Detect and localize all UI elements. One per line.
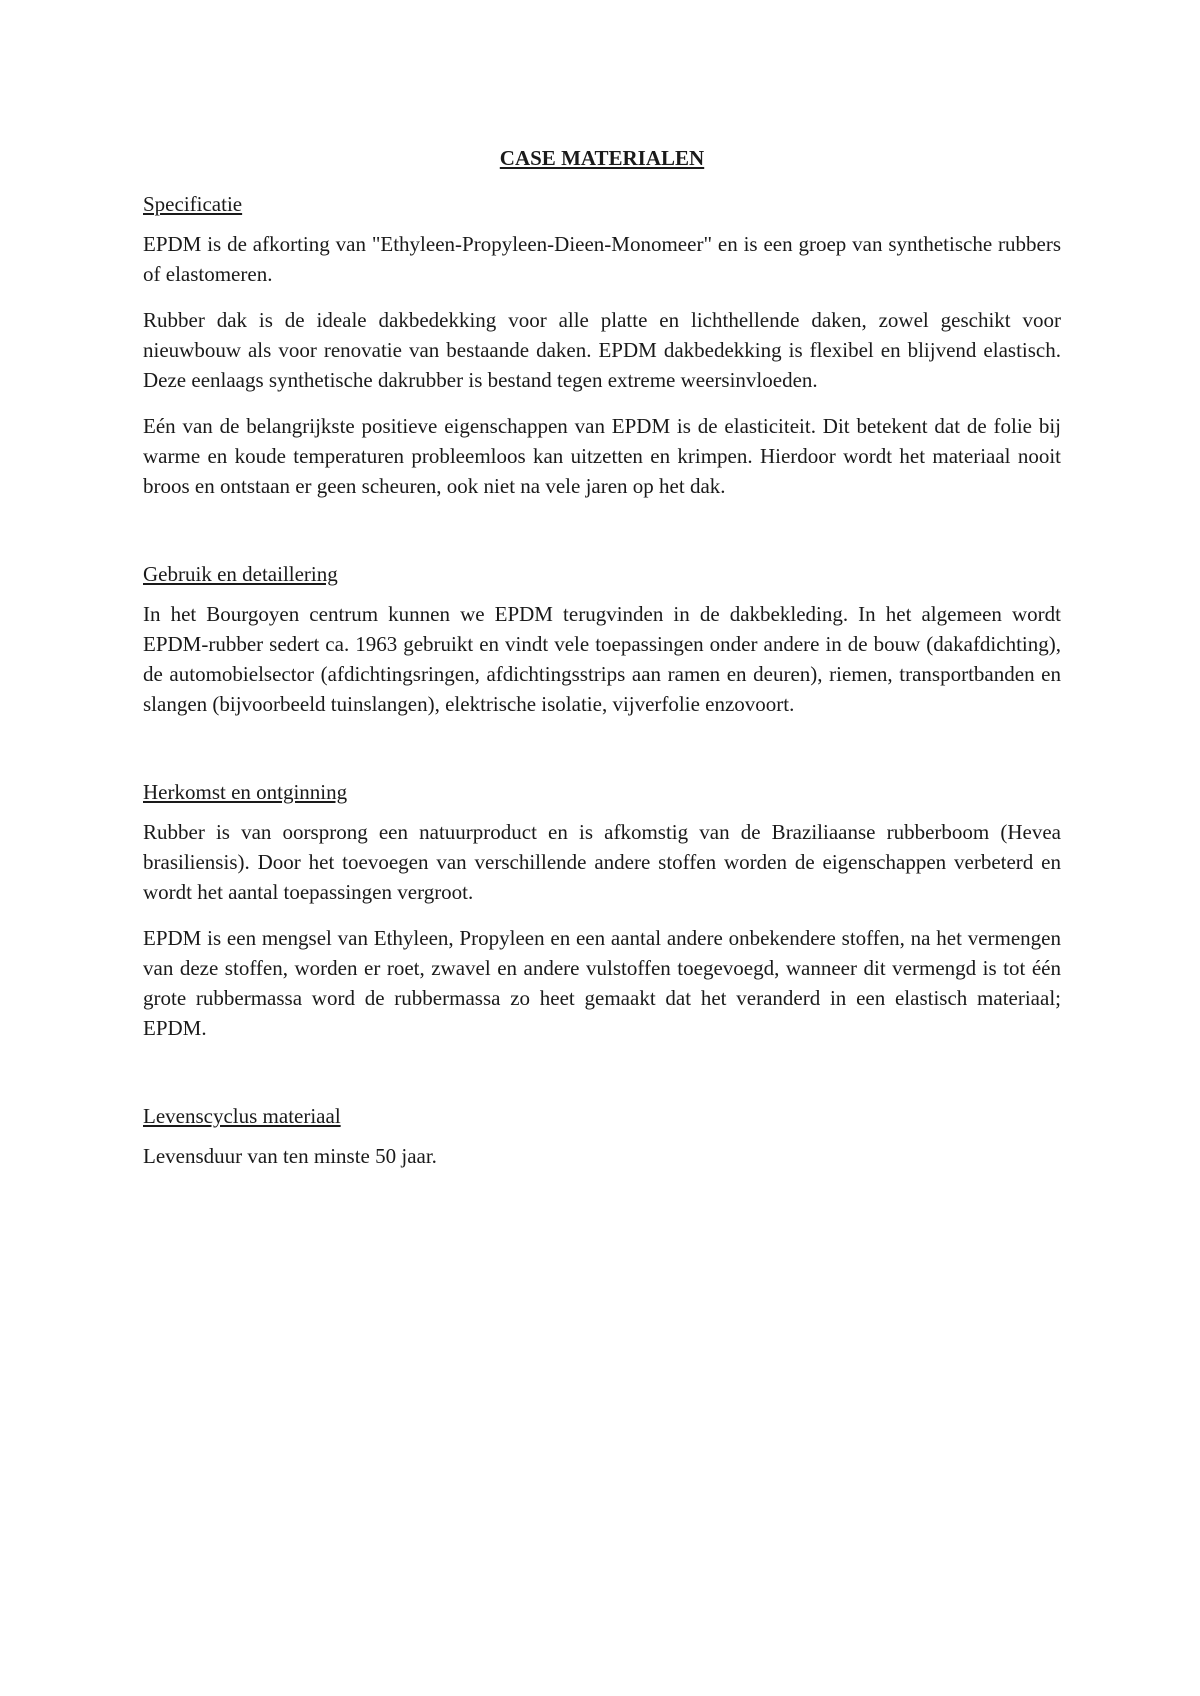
paragraph: Rubber dak is de ideale dakbedekking voor alle platte en lichthellende daken, zowel geschikt voor nieuwbouw als voor renovatie van bestaande daken. EPDM dakbedekking is flexibel en blijvend elastisch. Deze eenlaags synthetische dakrubber is bestand tegen extreme weersinvloeden. (143, 308, 1061, 392)
section-heading: Levenscyclus materiaal (143, 1104, 341, 1128)
section-heading: Herkomst en ontginning (143, 780, 348, 804)
paragraph: EPDM is een mengsel van Ethyleen, Propyleen en een aantal andere onbekendere stoffen, na het vermengen van deze stoffen, worden er roet, zwavel en andere vulstoffen toegevoegd, wanneer dit vermengd is tot één grote rubbermassa word de rubbermassa zo heet gemaakt dat het veranderd in een elastisch materiaal; EPDM. (143, 926, 1061, 1040)
section-levenscyclus-materiaal (143, 1101, 1061, 1171)
section-herkomst-en-ontginning (143, 777, 1061, 1043)
section-heading: Gebruik en detaillering (143, 562, 338, 586)
paragraph: Rubber is van oorsprong een natuurproduct en is afkomstig van de Braziliaanse rubberboom (Hevea brasiliensis). Door het toevoegen van verschillende andere stoffen worden de eigenschappen verbeterd en wordt het aantal toepassingen vergroot. (143, 820, 1061, 904)
document-page (143, 143, 1061, 1229)
document-title: CASE MATERIALEN (499, 146, 705, 170)
paragraph: In het Bourgoyen centrum kunnen we EPDM terugvinden in de dakbekleding. In het algemeen wordt EPDM-rubber sedert ca. 1963 gebruikt en vindt vele toepassingen onder andere in de bouw (dakafdichting), de automobielsector (afdichtingsringen, afdichtingsstrips aan ramen en deuren), riemen, transportbanden en slangen (bijvoorbeeld tuinslangen), elektrische isolatie, vijverfolie enzovoort. (143, 602, 1061, 716)
section-gebruik-en-detaillering (143, 559, 1061, 719)
section-heading: Specificatie (143, 192, 243, 216)
paragraph: EPDM is de afkorting van "Ethyleen-Propyleen-Dieen-Monomeer" en is een groep van synthetische rubbers of elastomeren. (143, 232, 1061, 286)
paragraph: Eén van de belangrijkste positieve eigenschappen van EPDM is de elasticiteit. Dit betekent dat de folie bij warme en koude temperaturen probleemloos kan uitzetten en krimpen. Hierdoor wordt het materiaal nooit broos en ontstaan er geen scheuren, ook niet na vele jaren op het dak. (143, 414, 1061, 498)
paragraph: Levensduur van ten minste 50 jaar. (143, 1144, 437, 1168)
section-specificatie (143, 189, 1061, 501)
